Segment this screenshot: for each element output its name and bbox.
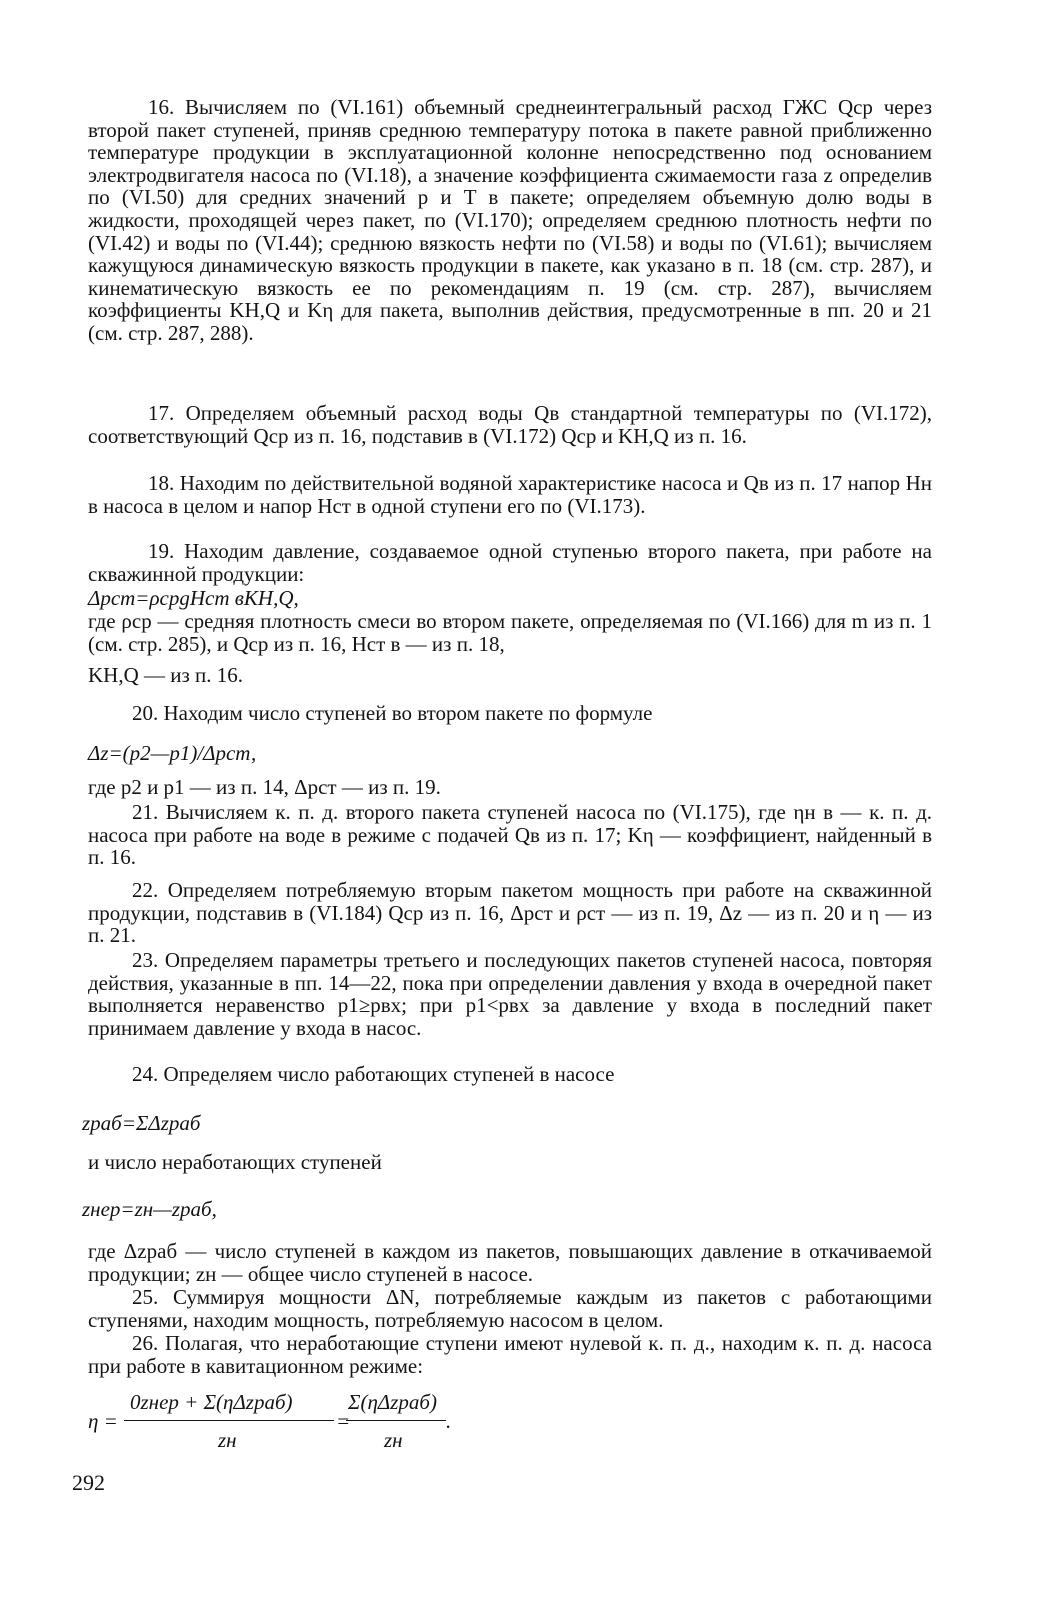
paragraph-26: 26. Полагая, что неработающие ступени имеют нулевой к. п. д., находим к. п. д. насоса при работе в кавитационном режиме:	[88, 1331, 932, 1378]
formula-20: Δz=(p2—p1)/Δpст,	[88, 741, 257, 765]
paragraph-24-b: и число неработающих ступеней	[88, 1150, 382, 1174]
paragraph-20-explanation: где p2 и p1 — из п. 14, Δpст — из п. 19.	[88, 775, 441, 799]
fraction-bar-1	[124, 1420, 334, 1421]
formula-24: zраб=ΣΔzраб	[82, 1111, 201, 1135]
paragraph-20: 20. Находим число ступеней во втором пакете по формуле	[132, 701, 653, 725]
formula-19: Δpст=ρсрgHст вKH,Q,	[88, 586, 299, 610]
formula-26-lhs: η =	[88, 1409, 118, 1433]
formula-26-denominator-1: zн	[218, 1428, 237, 1452]
paragraph-17: 17. Определяем объемный расход воды Qв стандартной температуры по (VI.172), соответствующий Qср из п. 16, подставив в (VI.172) Qср и KH,Q из п. 16.	[88, 401, 932, 448]
formula-26-numerator-1: 0zнер + Σ(ηΔzраб)	[130, 1390, 293, 1414]
paragraph-25: 25. Суммируя мощности ΔN, потребляемые каждым из пакетов с работающими ступенями, находим мощность, потребляемую насосом в целом.	[88, 1285, 932, 1332]
paragraph-21: 21. Вычисляем к. п. д. второго пакета ступеней насоса по (VI.175), где ηн в — к. п. д. насоса при работе на воде в режиме с подачей Qв из п. 17; Kη — коэффициент, найденный в п. 16.	[88, 800, 932, 870]
paragraph-16: 16. Вычисляем по (VI.161) объемный среднеинтегральный расход ГЖС Qср через второй пакет ступеней, приняв среднюю температуру потока в пакете равной приближенно температуре продукции в эксплуатационной колонне непосредственно под основанием электродвигателя насоса по (VI.18), а значение коэффициента сжимаемости газа z определив по (VI.50) для средних значений p и T в пакете; определяем объемную долю воды в жидкости, проходящей через пакет, по (VI.170); определяем среднюю плотность нефти по (VI.42) и воды по (VI.44); среднюю вязкость нефти по (VI.58) и воды по (VI.61); вычисляем кажущуюся динамическую вязкость продукции в пакете, как указано в п. 18 (см. стр. 287), и кинематическую вязкость ее по рекомендациям п. 19 (см. стр. 287), вычисляем коэффициенты KH,Q и Kη для пакета, выполнив действия, предусмотренные в пп. 20 и 21 (см. стр. 287, 288).	[88, 95, 932, 345]
formula-26-denominator-2: zн	[384, 1428, 403, 1452]
formula-26-end: .	[446, 1409, 452, 1433]
paragraph-19-tail: KH,Q — из п. 16.	[88, 663, 244, 687]
formula-26-equals: =	[336, 1409, 351, 1433]
paragraph-19: 19. Находим давление, создаваемое одной ступенью второго пакета, при работе на скважинной продукции:	[88, 539, 932, 586]
formula-24-b: zнер=zн—zраб,	[82, 1197, 217, 1221]
paragraph-22: 22. Определяем потребляемую вторым пакетом мощность при работе на скважинной продукции, подставив в (VI.184) Qср из п. 16, Δpст и ρст — из п. 19, Δz — из п. 20 и η — из п. 21.	[88, 878, 932, 948]
paragraph-19-explanation: где ρср — средняя плотность смеси во втором пакете, определяемая по (VI.166) для m из п. 1 (см. стр. 285), и Qср из п. 16, Hст в — из п. 18,	[88, 609, 932, 656]
formula-26-numerator-2: Σ(ηΔzраб)	[348, 1390, 437, 1414]
paragraph-23: 23. Определяем параметры третьего и последующих пакетов ступеней насоса, повторяя действия, указанные в пп. 14—22, пока при определении давления у входа в очередной пакет выполняется неравенство p1≥pвх; при p1<pвх за давление у входа в последний пакет принимаем давление у входа в насос.	[88, 948, 932, 1040]
paragraph-24: 24. Определяем число работающих ступеней в насосе	[132, 1062, 615, 1086]
fraction-bar-2	[346, 1420, 446, 1421]
page-number: 292	[72, 1470, 105, 1495]
paragraph-18: 18. Находим по действительной водяной характеристике насоса и Qв из п. 17 напор Hн в насоса в целом и напор Hст в одной ступени его по (VI.173).	[88, 471, 932, 518]
paragraph-24-explanation: где Δzраб — число ступеней в каждом из пакетов, повышающих давление в откачиваемой продукции; zн — общее число ступеней в насосе.	[88, 1239, 932, 1286]
